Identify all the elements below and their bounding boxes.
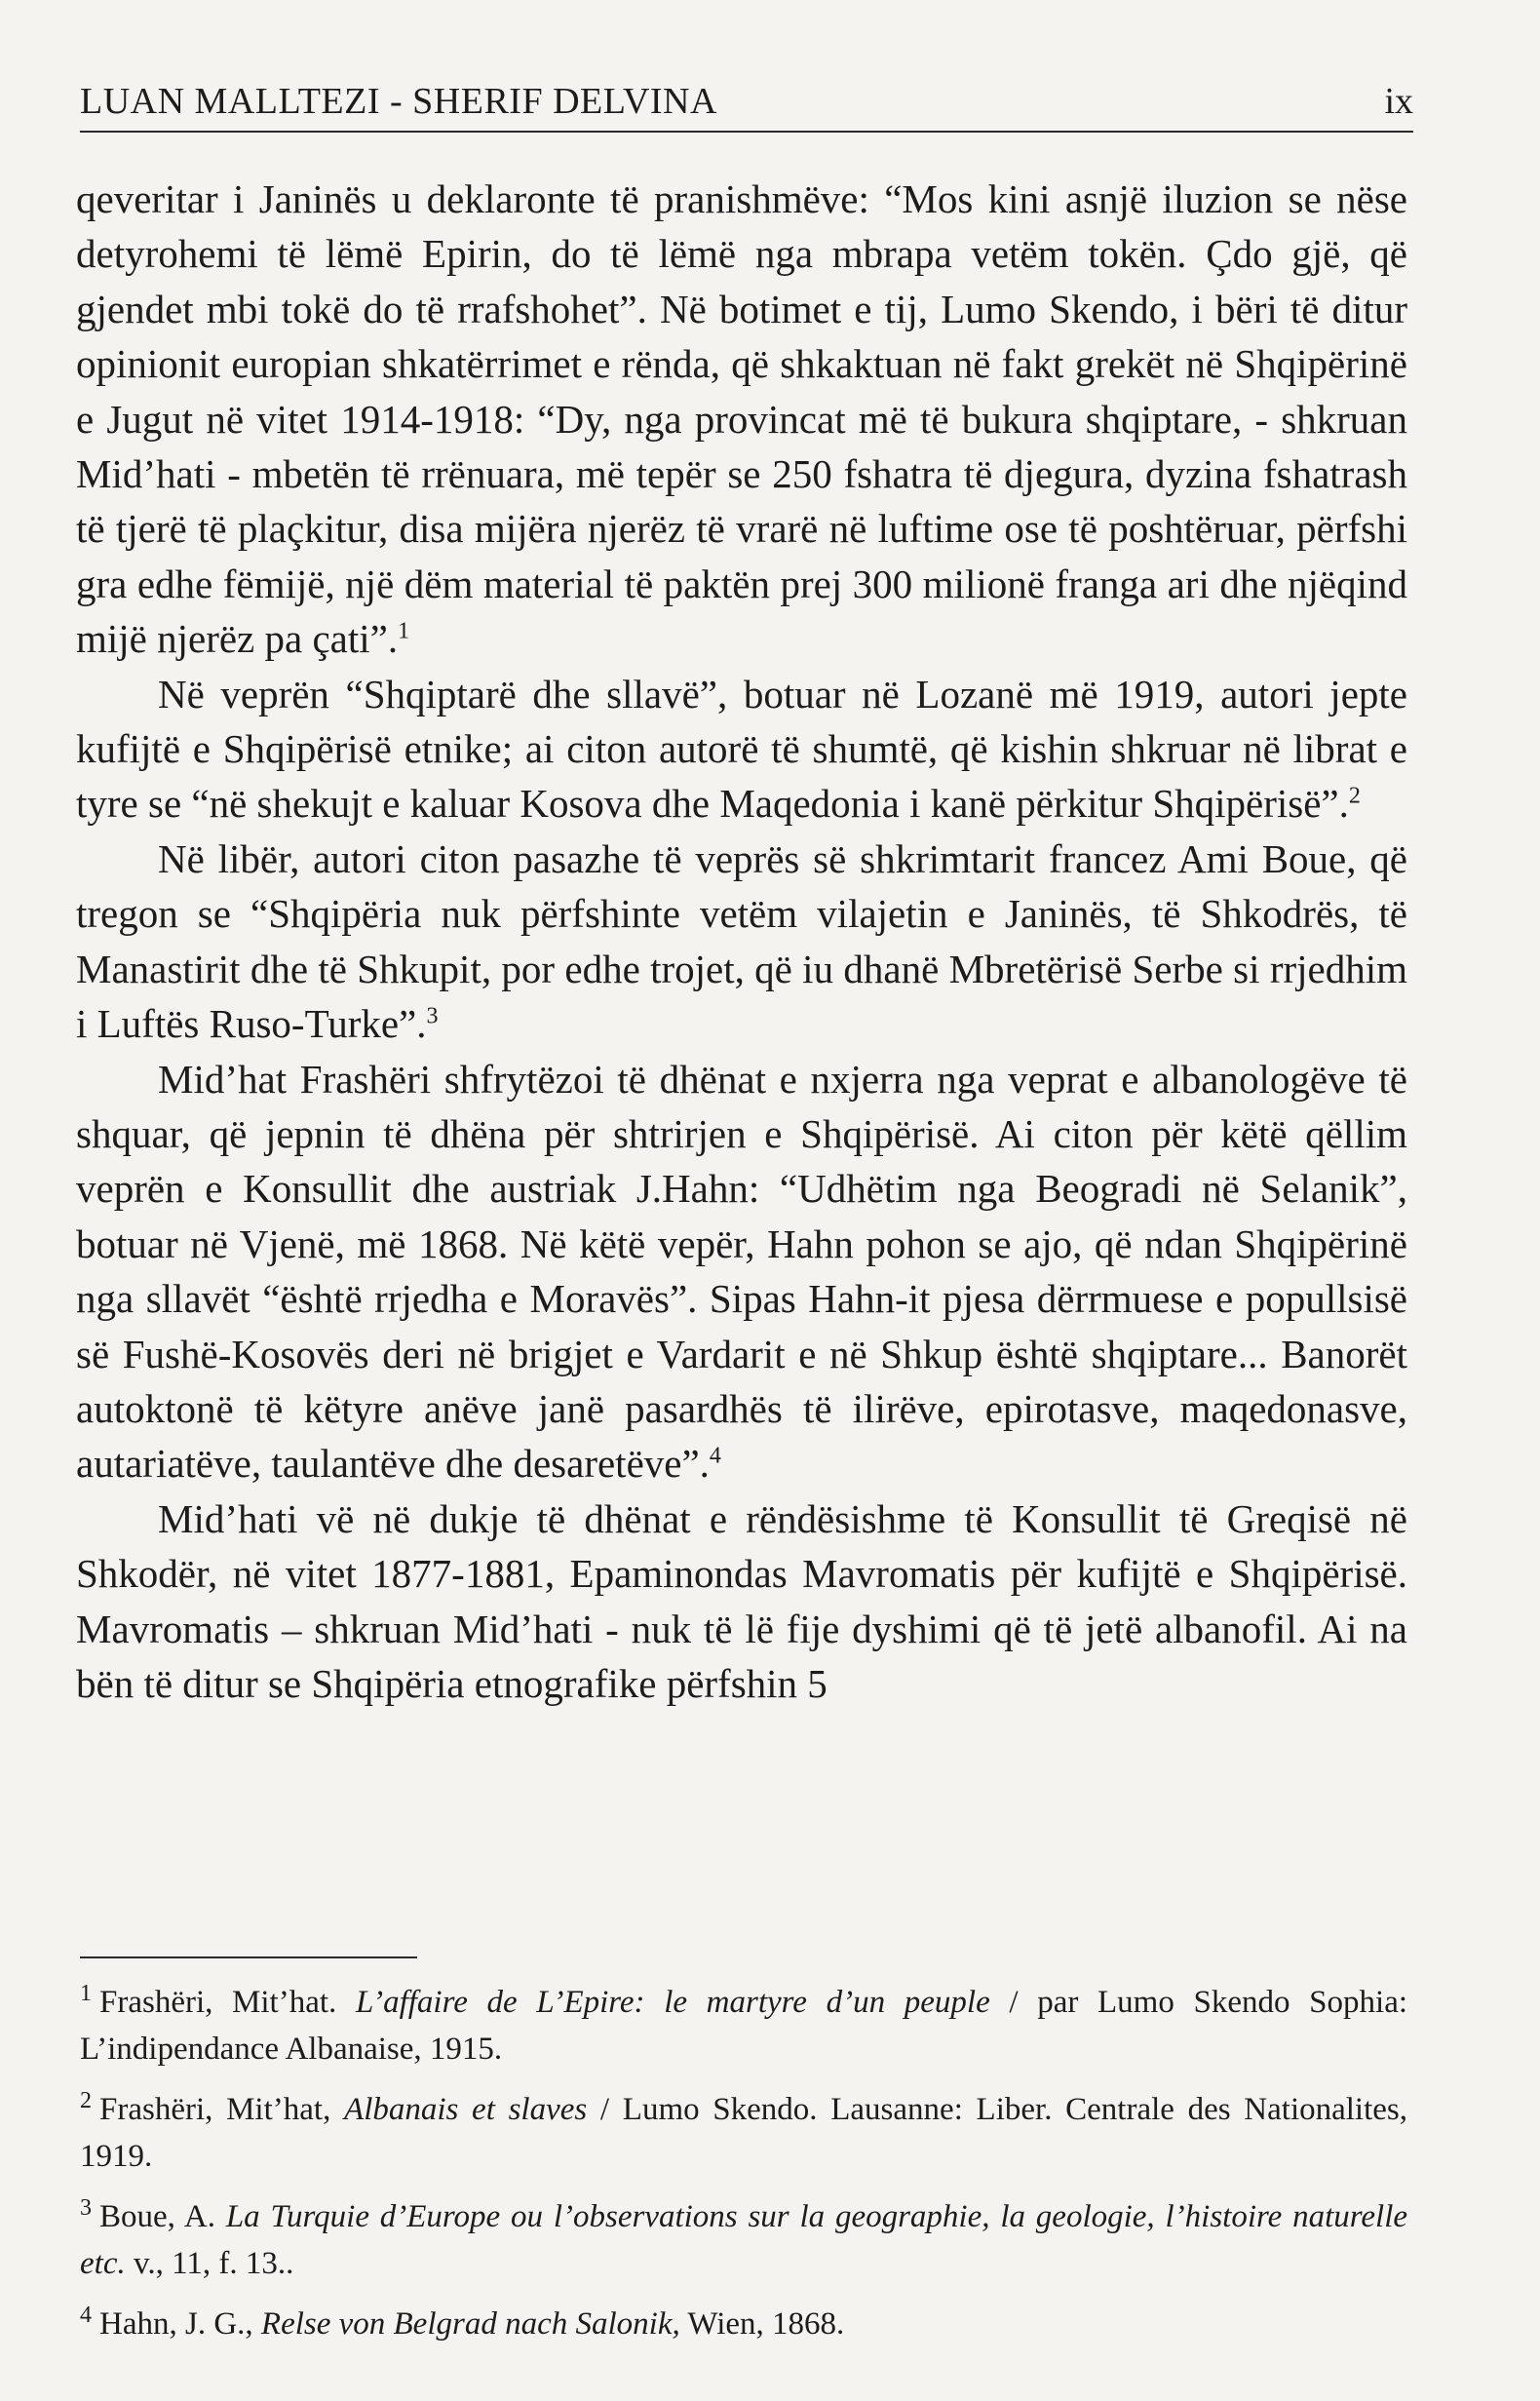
- footnote-number: 3: [80, 2195, 92, 2221]
- main-text: [76, 172, 1407, 1711]
- footnote-author: Boue, A.: [99, 2199, 215, 2234]
- footnote-divider: [80, 1956, 417, 1958]
- header-authors: LUAN MALLTEZI - SHERIF DELVINA: [80, 81, 717, 122]
- footnote-publication: / par Lumo Skendo Sophia: L’indipendance Albanaise, 1915.: [80, 1985, 1408, 2067]
- footnote-publication: Wien, 1868.: [687, 2306, 845, 2342]
- footnote-2: [80, 2086, 1407, 2180]
- footnote-title: L’affaire de L’Epire: le martyre d’un peuple: [355, 1985, 990, 2020]
- paragraph-4: [76, 1052, 1407, 1491]
- footnote-number: 4: [80, 2303, 92, 2328]
- footnote-number: 2: [80, 2088, 92, 2113]
- paragraph-text: Mid’hat Frashëri shfrytëzoi të dhënat e nxjerra nga veprat e albanologëve të shquar, që jepnin të dhëna për shtrirjen e Shqipërisë. Ai citon për këtë qëllim veprën e Konsullit dhe austriak J.Hahn: “Udhëtim nga Beogradi në Selanik”, botuar në Vjenë, më 1868. Në këtë vepër, Hahn pohon se ajo, që ndan Shqipërinë nga sllavët “është rrjedha e Moravës”. Sipas Hahn-it pjesa dërrmuese e popullsisë së Fushë-Kosovës deri në brigjet e Vardarit e në Shkup është shqiptare... Banorët autoktonë të këtyre anëve janë pasardhës të ilirëve, epirotasve, maqedonasve, autariatëve, taulantëve dhe desaretëve”.: [76, 1056, 1407, 1487]
- page-number: ix: [1384, 81, 1413, 122]
- footnote-title: Albanais et slaves: [344, 2092, 588, 2127]
- paragraph-text: qeveritar i Janinës u deklaronte të pranishmëve: “Mos kini asnjë iluzion se nëse detyrohemi të lëmë Epirin, do të lëmë nga mbrapa vetëm tokën. Çdo gjë, që gjendet mbi tokë do të rrafshohet”. Në botimet e tij, Lumo Skendo, i bëri të ditur opinionit europian shkatërrimet e rënda, që shkaktuan në fakt grekët në Shqipërinë e Jugut në vitet 1914-1918: “Dy, nga provincat më të bukura shqiptare, - shkruan Mid’hati - mbetën të rrënuara, më tepër se 250 fshatra të djegura, dyzina fshatrash të tjerë të plaçkitur, disa mijëra njerëz të vrarë në luftime ose të poshtëruar, përfshi gra edhe fëmijë, një dëm material të paktën prej 300 milionë franga ari dhe njëqind mijë njerëz pa çati”.: [76, 176, 1407, 662]
- footnotes: [80, 1979, 1407, 2361]
- footnote-4: [80, 2301, 1407, 2347]
- paragraph-1: [76, 172, 1407, 667]
- footnote-ref-4: 4: [709, 1443, 721, 1469]
- paragraph-3: [76, 832, 1407, 1052]
- footnote-author: Frashëri, Mit’hat.: [99, 1985, 337, 2020]
- footnote-title: Relse von Belgrad nach Salonik,: [260, 2306, 680, 2342]
- footnote-title: La Turquie d’Europe ou l’observations sur la geographie, la geologie, l’histoire naturelle etc.: [80, 2199, 1408, 2281]
- footnote-ref-1: 1: [398, 618, 410, 644]
- paragraph-2: [76, 667, 1407, 832]
- footnote-author: Hahn, J. G.,: [99, 2306, 253, 2342]
- paragraph-text: Në veprën “Shqiptarë dhe sllavë”, botuar në Lozanë më 1919, autori jepte kufijtë e Shqipërisë etnike; ai citon autorë të shumtë, që kishin shkruar në librat e tyre se “në shekujt e kaluar Kosova dhe Maqedonia i kanë përkitur Shqipërisë”.: [76, 671, 1407, 827]
- footnote-3: [80, 2193, 1407, 2287]
- footnote-publication: / Lumo Skendo. Lausanne: Liber. Centrale des Nationalites, 1919.: [80, 2092, 1407, 2174]
- footnote-author: Frashëri, Mit’hat,: [99, 2092, 331, 2127]
- footnote-ref-2: 2: [1348, 783, 1361, 809]
- footnote-1: [80, 1979, 1407, 2072]
- paragraph-5: [76, 1491, 1407, 1712]
- footnote-publication: v., 11, f. 13..: [133, 2246, 294, 2281]
- footnote-ref-3: 3: [426, 1003, 439, 1029]
- running-header: [80, 76, 1413, 133]
- paragraph-text: Në libër, autori citon pasazhe të veprës së shkrimtarit francez Ami Boue, që tregon se “Shqipëria nuk përfshinte vetëm vilajetin e Janinës, të Shkodrës, të Manastirit dhe të Shkupit, por edhe trojet, që iu dhanë Mbretërisë Serbe si rrjedhim i Luftës Ruso-Turke”.: [76, 835, 1407, 1047]
- paragraph-text: Mid’hati vë në dukje të dhënat e rëndësishme të Konsullit të Greqisë në Shkodër, në vitet 1877-1881, Epaminondas Mavromatis për kufijtë e Shqipërisë. Mavromatis – shkruan Mid’hati - nuk të lë fije dyshimi që të jetë albanofil. Ai na bën të ditur se Shqipëria etnografike përfshin 5: [76, 1495, 1407, 1706]
- footnote-number: 1: [80, 1981, 92, 2006]
